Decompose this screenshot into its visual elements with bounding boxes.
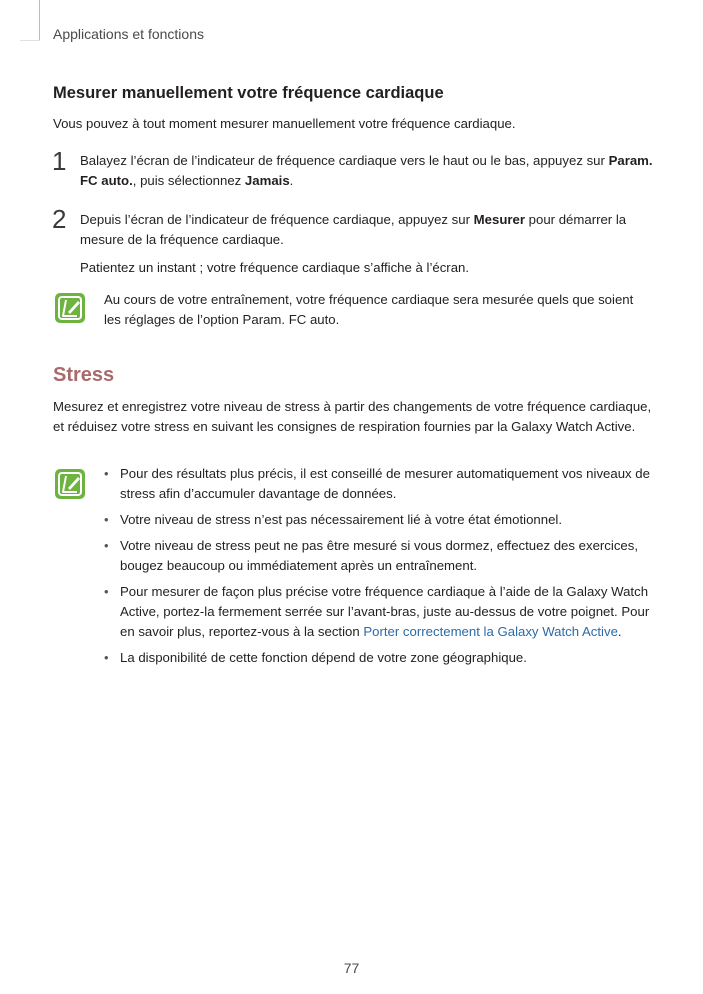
corner-rule (39, 0, 40, 40)
corner-rule-horizontal (20, 40, 40, 41)
ui-term-jamais: Jamais (244, 173, 290, 188)
manual-intro: Vous pouvez à tout moment mesurer manuellement votre fréquence cardiaque. (53, 116, 516, 131)
note-icon (54, 468, 86, 500)
bullet-icon: • (104, 650, 109, 665)
stress-notes-list (104, 464, 654, 668)
stress-intro: Mesurez et enregistrez votre niveau de stress à partir des changements de votre fréquence cardiaque, et réduisez votre stress en suivant les consignes de respiration fournies par la Galaxy Watch Active. (53, 399, 652, 434)
ui-term-param-fc-auto: Param. FC auto. (80, 153, 653, 188)
section-heading-stress: Stress (53, 364, 115, 386)
section-heading-manual: Mesurer manuellement votre fréquence cardiaque (53, 84, 444, 102)
note-text-heart-rate: Au cours de votre entraînement, votre fréquence cardiaque sera mesurée quels que soient les réglages de l’option Param. FC auto. (104, 292, 634, 327)
list-item: • La disponibilité de cette fonction dépend de votre zone géographique. (104, 648, 654, 668)
running-header: Applications et fonctions (53, 26, 204, 42)
step-2-text: Depuis l’écran de l’indicateur de fréquence cardiaque, appuyez sur Mesurer pour démarrer la mesure de la fréquence cardiaque. (80, 212, 627, 247)
step-number-1: 1 (52, 146, 67, 176)
step-number-2: 2 (52, 204, 67, 234)
page-number: 77 (343, 960, 360, 976)
list-item: • Pour des résultats plus précis, il est conseillé de mesurer automatiquement vos niveaux de stress afin d’accumuler davantage de données. (104, 466, 650, 501)
ui-term-mesurer: Mesurer (473, 212, 525, 227)
bullet-icon: • (104, 584, 109, 599)
step-1-text: Balayez l’écran de l’indicateur de fréquence cardiaque vers le haut ou le bas, appuyez sur Param. FC auto., puis sélectionnez Jamais. (80, 153, 653, 188)
step-2-wait-text: Patientez un instant ; votre fréquence cardiaque s’affiche à l’écran. (80, 260, 470, 275)
list-item: • Votre niveau de stress peut ne pas être mesuré si vous dormez, effectuez des exercices, bougez beaucoup ou immédiatement après un entraînement. (104, 538, 639, 573)
link-wear-galaxy-watch[interactable]: Porter correctement la Galaxy Watch Active (363, 624, 618, 639)
bullet-icon: • (104, 538, 109, 553)
bullet-icon: • (104, 466, 109, 481)
note-icon (54, 292, 86, 324)
list-item: • Votre niveau de stress n’est pas nécessairement lié à votre état émotionnel. (104, 510, 654, 530)
bullet-icon: • (104, 512, 109, 527)
list-item: • Pour mesurer de façon plus précise votre fréquence cardiaque à l’aide de la Galaxy Watch Active, portez-la fermement serrée sur l’avant-bras, juste au-dessus de votre poignet. Pour en savoir plus, reportez-vous à la section Porter correctement la Galaxy Watch Active. (104, 584, 650, 639)
